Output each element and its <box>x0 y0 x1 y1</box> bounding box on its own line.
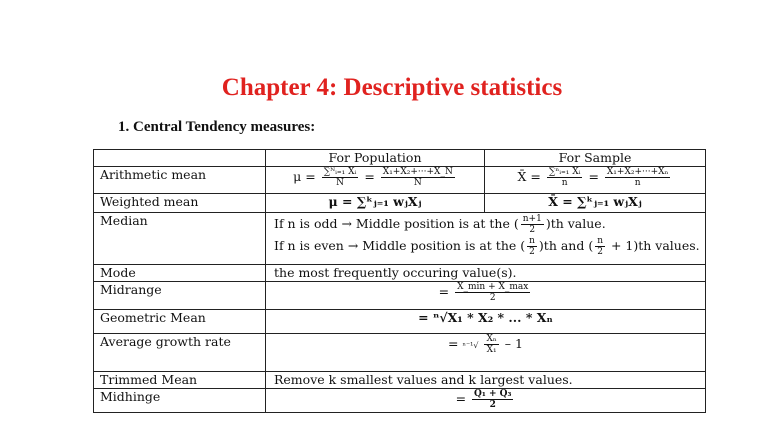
midhinge-formula: = $\frac{\text{Q₁ + Q₃}}{2}$ <box>266 389 706 413</box>
header-population: For Population <box>266 150 485 167</box>
table-row <box>94 167 706 194</box>
table-row <box>94 372 706 389</box>
table-row <box>94 194 706 213</box>
header-empty <box>94 150 266 167</box>
table-row <box>94 282 706 310</box>
row-label: Weighted mean <box>94 194 266 213</box>
row-label: Average growth rate <box>94 334 266 372</box>
row-label: Mode <box>94 265 266 282</box>
table-row <box>94 334 706 372</box>
population-formula: μ = $\frac{\text{∑ᴺᵢ₌₁ Xᵢ}}{N}$ = $\frac{\text{X₁+X₂+···+X\_N}}{N}$ <box>266 167 485 194</box>
geometric-formula: = ⁿ√X₁ * X₂ * ... * Xₙ <box>266 310 706 334</box>
row-label: Trimmed Mean <box>94 372 266 389</box>
trimmed-value: Remove k smallest values and k largest values. <box>266 372 706 389</box>
row-label: Arithmetic mean <box>94 167 266 194</box>
table-row <box>94 389 706 413</box>
midrange-formula: = $\frac{X\_\min + X\_\max}{2}$ <box>266 282 706 310</box>
header-sample: For Sample <box>485 150 706 167</box>
population-formula: μ = ∑ᵏⱼ₌₁ wⱼXⱼ <box>266 194 485 213</box>
table-row <box>94 265 706 282</box>
page-title: Chapter 4: Descriptive statistics <box>221 74 563 101</box>
table-row <box>94 213 706 265</box>
row-label: Midrange <box>94 282 266 310</box>
sample-formula: X̄ = $\frac{\text{∑ⁿᵢ₌₁ Xᵢ}}{n}$ = $\frac{\text{X₁+X₂+···+Xₙ}}{n}$ <box>485 167 706 194</box>
sample-formula: X̄ = ∑ᵏⱼ₌₁ wⱼXⱼ <box>485 194 706 213</box>
table-header-row <box>94 150 706 167</box>
median-rule: If n is odd → Middle position is at the ( $\frac{n+1}{2}$ )th value. If n is even → Middle position is at the ( $\frac{n}{2}$ )th and ( $\frac{n}{2}$ + 1)th values. <box>266 213 706 265</box>
row-label: Geometric Mean <box>94 310 266 334</box>
row-label: Midhinge <box>94 389 266 413</box>
mode-value: the most frequently occuring value(s). <box>266 265 706 282</box>
section-heading: 1. Central Tendency measures: <box>118 119 316 135</box>
central-tendency-table <box>93 149 706 413</box>
growth-formula: = ⁿ⁻¹√ $\frac{\text{Xₙ}}{\text{X₁}}$ – 1 <box>266 334 706 372</box>
table-row <box>94 310 706 334</box>
row-label: Median <box>94 213 266 265</box>
